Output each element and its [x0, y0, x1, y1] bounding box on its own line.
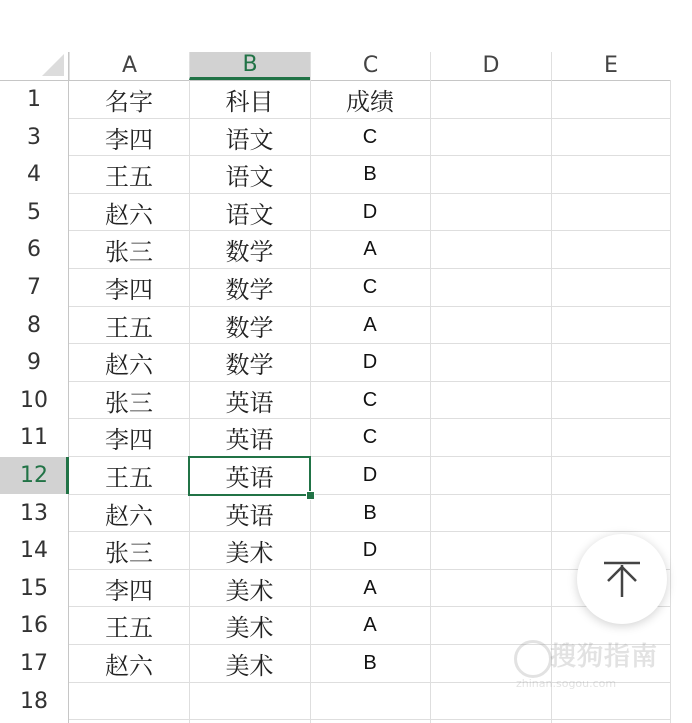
cell-a-6[interactable]: 张三: [105, 237, 153, 266]
row-header-5[interactable]: 5: [27, 200, 41, 225]
cell-b-18[interactable]: [189, 682, 310, 720]
cell-a-12[interactable]: 王五: [105, 463, 153, 492]
cell-b-11[interactable]: 英语: [225, 425, 274, 454]
cell-c-8[interactable]: A: [363, 313, 377, 336]
cell-c-17[interactable]: B: [363, 651, 377, 674]
watermark-logo-icon: [514, 640, 552, 678]
cell-a-8[interactable]: 王五: [105, 313, 153, 342]
cell-a-16[interactable]: 王五: [105, 613, 153, 642]
row-header-1[interactable]: 1: [27, 87, 41, 112]
row-header-9[interactable]: 9: [27, 350, 41, 375]
cell-b-15[interactable]: 美术: [225, 576, 274, 605]
fill-handle[interactable]: [306, 491, 315, 500]
cell-b-8[interactable]: 数学: [225, 313, 274, 342]
cell-a-9[interactable]: 赵六: [105, 350, 153, 379]
cell-a-17[interactable]: 赵六: [105, 651, 153, 680]
cell-a-4[interactable]: 王五: [105, 162, 153, 191]
cell-a-11[interactable]: 李四: [105, 425, 153, 454]
active-cell-outline: [188, 456, 311, 496]
cell-c-16[interactable]: A: [363, 613, 377, 636]
row-header-8[interactable]: 8: [27, 313, 41, 338]
cell-a-18[interactable]: [69, 682, 189, 720]
cell-c-1[interactable]: 成绩: [346, 87, 394, 116]
column-gridline: [670, 80, 671, 723]
cell-a-1[interactable]: 名字: [105, 87, 153, 116]
cell-c-6[interactable]: A: [363, 237, 377, 260]
cell-c-11[interactable]: C: [362, 425, 378, 448]
cell-a-3[interactable]: 李四: [105, 125, 153, 154]
cell-a-7[interactable]: 李四: [105, 275, 153, 304]
column-header-d[interactable]: D: [430, 52, 551, 80]
cell-c-5[interactable]: D: [362, 200, 378, 223]
row-header-3[interactable]: 3: [27, 125, 41, 150]
cell-c-10[interactable]: C: [362, 388, 378, 411]
cell-b-14[interactable]: 美术: [225, 538, 274, 567]
cell-a-10[interactable]: 张三: [105, 388, 153, 417]
select-all-corner[interactable]: [0, 52, 68, 80]
row-header-18[interactable]: 18: [20, 689, 48, 714]
cell-a-5[interactable]: 赵六: [105, 200, 153, 229]
cell-b-17[interactable]: 美术: [225, 651, 274, 680]
cell-b-12[interactable]: 英语: [225, 463, 274, 492]
row-header-7[interactable]: 7: [27, 275, 41, 300]
row-header-11[interactable]: 11: [20, 425, 48, 450]
watermark-url: zhinan.sogou.com: [516, 677, 617, 690]
cell-b-5[interactable]: 语文: [225, 200, 274, 229]
cell-c-18[interactable]: [310, 682, 430, 720]
cell-c-13[interactable]: B: [363, 501, 377, 524]
column-header-a[interactable]: A: [69, 52, 189, 80]
column-gridline: [551, 80, 552, 723]
cell-b-6[interactable]: 数学: [225, 237, 274, 266]
cell-a-13[interactable]: 赵六: [105, 501, 153, 530]
column-header-e[interactable]: E: [551, 52, 670, 80]
column-header-b[interactable]: B: [189, 52, 310, 80]
column-gridline: [430, 80, 431, 723]
cell-b-9[interactable]: 数学: [225, 350, 274, 379]
cell-b-10[interactable]: 英语: [225, 388, 274, 417]
select-all-triangle-icon: [42, 54, 64, 76]
row-header-17[interactable]: 17: [20, 651, 48, 676]
watermark-text: 搜狗指南: [550, 642, 659, 672]
cell-b-13[interactable]: 英语: [225, 501, 274, 530]
cell-c-12[interactable]: D: [362, 463, 378, 486]
cell-c-14[interactable]: D: [362, 538, 378, 561]
row-header-12[interactable]: 12: [0, 457, 68, 494]
row-header-16[interactable]: 16: [20, 613, 48, 638]
row-header-4[interactable]: 4: [27, 162, 41, 187]
row-header-14[interactable]: 14: [20, 538, 48, 563]
row-header-10[interactable]: 10: [20, 388, 48, 413]
cell-a-14[interactable]: 张三: [105, 538, 153, 567]
cell-c-4[interactable]: B: [363, 162, 377, 185]
cell-b-4[interactable]: 语文: [225, 162, 274, 191]
column-header-c[interactable]: C: [310, 52, 430, 80]
cell-b-16[interactable]: 美术: [225, 613, 274, 642]
arrow-up-to-top-icon: [600, 557, 644, 601]
cell-a-15[interactable]: 李四: [105, 576, 153, 605]
cell-c-9[interactable]: D: [362, 350, 378, 373]
cell-b-1[interactable]: 科目: [225, 87, 274, 116]
row-header-6[interactable]: 6: [27, 237, 41, 262]
cell-c-7[interactable]: C: [362, 275, 378, 298]
row-header-13[interactable]: 13: [20, 501, 48, 526]
row-header-15[interactable]: 15: [20, 576, 48, 601]
cell-c-3[interactable]: C: [362, 125, 378, 148]
back-to-top-button[interactable]: [577, 534, 667, 624]
cell-b-3[interactable]: 语文: [225, 125, 274, 154]
cell-b-7[interactable]: 数学: [225, 275, 274, 304]
cell-c-15[interactable]: A: [363, 576, 377, 599]
